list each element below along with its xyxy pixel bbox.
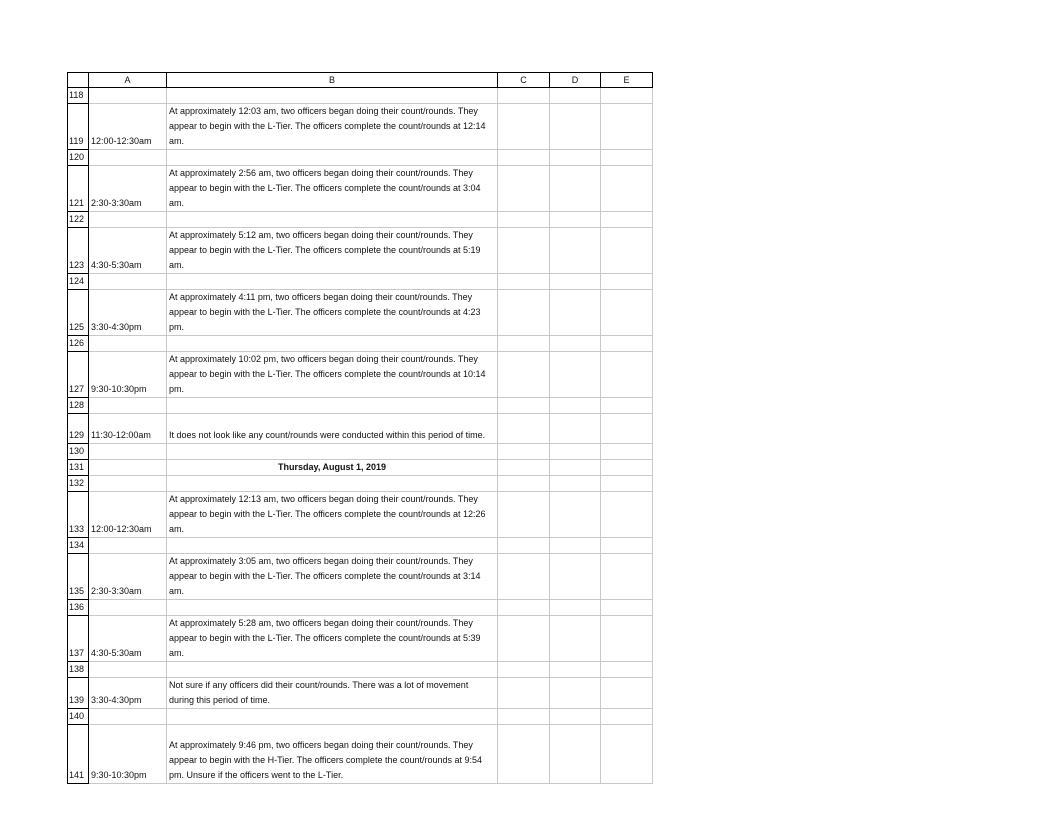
cell-b[interactable] bbox=[167, 476, 498, 492]
table-row bbox=[68, 88, 653, 104]
cell-e[interactable] bbox=[601, 104, 653, 150]
cell-c[interactable] bbox=[498, 228, 550, 274]
row-number[interactable]: 139 bbox=[68, 678, 89, 709]
cell-b[interactable] bbox=[167, 538, 498, 554]
column-header-e[interactable]: E bbox=[601, 73, 653, 88]
cell-d[interactable] bbox=[550, 678, 601, 709]
row-number[interactable]: 119 bbox=[68, 104, 89, 150]
cell-a[interactable] bbox=[89, 460, 167, 476]
cell-b[interactable] bbox=[167, 274, 498, 290]
cell-b[interactable]: At approximately 5:28 am, two officers began doing their count/rounds. They appear to begin with the L-Tier. The officers complete the count/rounds at 5:39 am. bbox=[167, 616, 498, 662]
cell-b[interactable]: At approximately 2:56 am, two officers began doing their count/rounds. They appear to begin with the L-Tier. The officers complete the count/rounds at 3:04 am. bbox=[167, 166, 498, 212]
table-row bbox=[68, 104, 653, 150]
cell-e[interactable] bbox=[601, 398, 653, 414]
row-number[interactable]: 126 bbox=[68, 336, 89, 352]
row-number[interactable]: 141 bbox=[68, 725, 89, 784]
table-row bbox=[68, 444, 653, 460]
table-row bbox=[68, 492, 653, 538]
cell-c[interactable] bbox=[498, 398, 550, 414]
cell-d[interactable] bbox=[550, 88, 601, 104]
table-row bbox=[68, 476, 653, 492]
cell-d[interactable] bbox=[550, 104, 601, 150]
cell-e[interactable] bbox=[601, 290, 653, 336]
cell-a[interactable]: 12:00-12:30am bbox=[89, 492, 167, 538]
cell-c[interactable] bbox=[498, 600, 550, 616]
row-number[interactable]: 129 bbox=[68, 414, 89, 444]
cell-b[interactable] bbox=[167, 444, 498, 460]
cell-a[interactable] bbox=[89, 336, 167, 352]
cell-e[interactable] bbox=[601, 725, 653, 784]
cell-a[interactable]: 9:30-10:30pm bbox=[89, 725, 167, 784]
cell-d[interactable] bbox=[550, 352, 601, 398]
table-row bbox=[68, 150, 653, 166]
cell-c[interactable] bbox=[498, 166, 550, 212]
cell-e[interactable] bbox=[601, 538, 653, 554]
cell-b[interactable] bbox=[167, 212, 498, 228]
table-row bbox=[68, 336, 653, 352]
cell-e[interactable] bbox=[601, 352, 653, 398]
cell-a[interactable] bbox=[89, 709, 167, 725]
table-row bbox=[68, 290, 653, 336]
cell-b[interactable]: At approximately 4:11 pm, two officers began doing their count/rounds. They appear to begin with the L-Tier. The officers complete the count/rounds at 4:23 pm. bbox=[167, 290, 498, 336]
cell-e[interactable] bbox=[601, 616, 653, 662]
table-row bbox=[68, 398, 653, 414]
cell-b[interactable] bbox=[167, 150, 498, 166]
cell-b[interactable] bbox=[167, 662, 498, 678]
cell-b[interactable]: It does not look like any count/rounds were conducted within this period of time. bbox=[167, 414, 498, 444]
cell-c[interactable] bbox=[498, 150, 550, 166]
table-row bbox=[68, 616, 653, 662]
cell-c[interactable] bbox=[498, 678, 550, 709]
cell-a[interactable] bbox=[89, 274, 167, 290]
cell-a[interactable]: 12:00-12:30am bbox=[89, 104, 167, 150]
cell-e[interactable] bbox=[601, 600, 653, 616]
row-number[interactable]: 118 bbox=[68, 88, 89, 104]
cell-e[interactable] bbox=[601, 274, 653, 290]
table-row bbox=[68, 554, 653, 600]
cell-c[interactable] bbox=[498, 336, 550, 352]
table-row bbox=[68, 725, 653, 784]
cell-c[interactable] bbox=[498, 538, 550, 554]
cell-a[interactable]: 2:30-3:30am bbox=[89, 554, 167, 600]
cell-d[interactable] bbox=[550, 600, 601, 616]
cell-e[interactable] bbox=[601, 554, 653, 600]
row-number[interactable]: 135 bbox=[68, 554, 89, 600]
row-number[interactable]: 127 bbox=[68, 352, 89, 398]
cell-a[interactable]: 3:30-4:30pm bbox=[89, 678, 167, 709]
cell-d[interactable] bbox=[550, 616, 601, 662]
cell-a[interactable] bbox=[89, 150, 167, 166]
row-number[interactable]: 133 bbox=[68, 492, 89, 538]
cell-c[interactable] bbox=[498, 104, 550, 150]
row-number[interactable]: 121 bbox=[68, 166, 89, 212]
row-number[interactable]: 125 bbox=[68, 290, 89, 336]
cell-b[interactable]: At approximately 10:02 pm, two officers began doing their count/rounds. They appear to begin with the L-Tier. The officers complete the count/rounds at 10:14 pm. bbox=[167, 352, 498, 398]
cell-b[interactable] bbox=[167, 709, 498, 725]
cell-d[interactable] bbox=[550, 725, 601, 784]
cell-a[interactable]: 11:30-12:00am bbox=[89, 414, 167, 444]
cell-b[interactable]: At approximately 3:05 am, two officers began doing their count/rounds. They appear to begin with the L-Tier. The officers complete the count/rounds at 3:14 am. bbox=[167, 554, 498, 600]
cell-b[interactable] bbox=[167, 88, 498, 104]
cell-d[interactable] bbox=[550, 228, 601, 274]
row-number[interactable]: 132 bbox=[68, 476, 89, 492]
cell-c[interactable] bbox=[498, 444, 550, 460]
cell-d[interactable] bbox=[550, 336, 601, 352]
cell-d[interactable] bbox=[550, 538, 601, 554]
table-row bbox=[68, 212, 653, 228]
cell-b[interactable]: At approximately 12:13 am, two officers began doing their count/rounds. They appear to begin with the L-Tier. The officers complete the count/rounds at 12:26 am. bbox=[167, 492, 498, 538]
cell-d[interactable] bbox=[550, 476, 601, 492]
cell-d[interactable] bbox=[550, 166, 601, 212]
cell-a[interactable] bbox=[89, 444, 167, 460]
cell-a[interactable] bbox=[89, 212, 167, 228]
cell-e[interactable] bbox=[601, 662, 653, 678]
cell-d[interactable] bbox=[550, 460, 601, 476]
table-row bbox=[68, 414, 653, 444]
cell-d[interactable] bbox=[550, 444, 601, 460]
column-header-b[interactable]: B bbox=[167, 73, 498, 88]
cell-c[interactable] bbox=[498, 492, 550, 538]
cell-b[interactable]: At approximately 12:03 am, two officers began doing their count/rounds. They appear to begin with the L-Tier. The officers complete the count/rounds at 12:14 am. bbox=[167, 104, 498, 150]
row-number[interactable]: 134 bbox=[68, 538, 89, 554]
cell-d[interactable] bbox=[550, 492, 601, 538]
row-number[interactable]: 123 bbox=[68, 228, 89, 274]
cell-a[interactable]: 3:30-4:30pm bbox=[89, 290, 167, 336]
table-row bbox=[68, 678, 653, 709]
cell-c[interactable] bbox=[498, 352, 550, 398]
table-row bbox=[68, 709, 653, 725]
cell-a[interactable] bbox=[89, 662, 167, 678]
cell-c[interactable] bbox=[498, 662, 550, 678]
cell-e[interactable] bbox=[601, 88, 653, 104]
row-number[interactable]: 122 bbox=[68, 212, 89, 228]
row-number[interactable]: 130 bbox=[68, 444, 89, 460]
table-row bbox=[68, 166, 653, 212]
row-number[interactable]: 128 bbox=[68, 398, 89, 414]
cell-c[interactable] bbox=[498, 725, 550, 784]
table-row bbox=[68, 662, 653, 678]
table-row bbox=[68, 460, 653, 476]
cell-c[interactable] bbox=[498, 290, 550, 336]
cell-d[interactable] bbox=[550, 274, 601, 290]
table-row bbox=[68, 228, 653, 274]
cell-e[interactable] bbox=[601, 709, 653, 725]
cell-e[interactable] bbox=[601, 228, 653, 274]
cell-d[interactable] bbox=[550, 150, 601, 166]
cell-a[interactable] bbox=[89, 398, 167, 414]
cell-e[interactable] bbox=[601, 150, 653, 166]
cell-e[interactable] bbox=[601, 414, 653, 444]
table-row bbox=[68, 538, 653, 554]
cell-e[interactable] bbox=[601, 678, 653, 709]
cell-c[interactable] bbox=[498, 709, 550, 725]
cell-a[interactable]: 2:30-3:30am bbox=[89, 166, 167, 212]
column-header-d[interactable]: D bbox=[550, 73, 601, 88]
cell-a[interactable] bbox=[89, 600, 167, 616]
cell-c[interactable] bbox=[498, 554, 550, 600]
cell-d[interactable] bbox=[550, 398, 601, 414]
cell-e[interactable] bbox=[601, 336, 653, 352]
cell-b[interactable]: At approximately 5:12 am, two officers began doing their count/rounds. They appear to begin with the L-Tier. The officers complete the count/rounds at 5:19 am. bbox=[167, 228, 498, 274]
cell-b[interactable] bbox=[167, 336, 498, 352]
corner-cell[interactable] bbox=[68, 73, 89, 88]
column-header-row bbox=[68, 73, 653, 88]
cell-b[interactable] bbox=[167, 398, 498, 414]
row-number[interactable]: 124 bbox=[68, 274, 89, 290]
cell-e[interactable] bbox=[601, 460, 653, 476]
cell-a[interactable] bbox=[89, 476, 167, 492]
row-number[interactable]: 137 bbox=[68, 616, 89, 662]
table-row bbox=[68, 274, 653, 290]
cell-a[interactable] bbox=[89, 88, 167, 104]
cell-d[interactable] bbox=[550, 414, 601, 444]
cell-d[interactable] bbox=[550, 662, 601, 678]
column-header-c[interactable]: C bbox=[498, 73, 550, 88]
cell-e[interactable] bbox=[601, 166, 653, 212]
cell-c[interactable] bbox=[498, 212, 550, 228]
cell-e[interactable] bbox=[601, 212, 653, 228]
cell-a[interactable]: 4:30-5:30am bbox=[89, 616, 167, 662]
table-row bbox=[68, 600, 653, 616]
row-number[interactable]: 140 bbox=[68, 709, 89, 725]
cell-c[interactable] bbox=[498, 414, 550, 444]
cell-d[interactable] bbox=[550, 554, 601, 600]
cell-c[interactable] bbox=[498, 616, 550, 662]
cell-d[interactable] bbox=[550, 212, 601, 228]
cell-e[interactable] bbox=[601, 444, 653, 460]
cell-b[interactable]: At approximately 9:46 pm, two officers began doing their count/rounds. They appear to begin with the H-Tier. The officers complete the count/rounds at 9:54 pm. Unsure if the officers went to the L-Tier. bbox=[167, 725, 498, 784]
row-number[interactable]: 136 bbox=[68, 600, 89, 616]
cell-c[interactable] bbox=[498, 274, 550, 290]
cell-d[interactable] bbox=[550, 290, 601, 336]
cell-e[interactable] bbox=[601, 476, 653, 492]
cell-c[interactable] bbox=[498, 460, 550, 476]
cell-e[interactable] bbox=[601, 492, 653, 538]
column-header-a[interactable]: A bbox=[89, 73, 167, 88]
cell-a[interactable]: 9:30-10:30pm bbox=[89, 352, 167, 398]
cell-d[interactable] bbox=[550, 709, 601, 725]
spreadsheet bbox=[67, 72, 653, 784]
row-number[interactable]: 131 bbox=[68, 460, 89, 476]
table-row bbox=[68, 352, 653, 398]
cell-c[interactable] bbox=[498, 476, 550, 492]
row-number[interactable]: 120 bbox=[68, 150, 89, 166]
cell-b[interactable] bbox=[167, 600, 498, 616]
cell-a[interactable]: 4:30-5:30am bbox=[89, 228, 167, 274]
row-number[interactable]: 138 bbox=[68, 662, 89, 678]
cell-a[interactable] bbox=[89, 538, 167, 554]
cell-c[interactable] bbox=[498, 88, 550, 104]
cell-b[interactable]: Thursday, August 1, 2019 bbox=[167, 460, 498, 476]
cell-b[interactable]: Not sure if any officers did their count/rounds. There was a lot of movement during this period of time. bbox=[167, 678, 498, 709]
